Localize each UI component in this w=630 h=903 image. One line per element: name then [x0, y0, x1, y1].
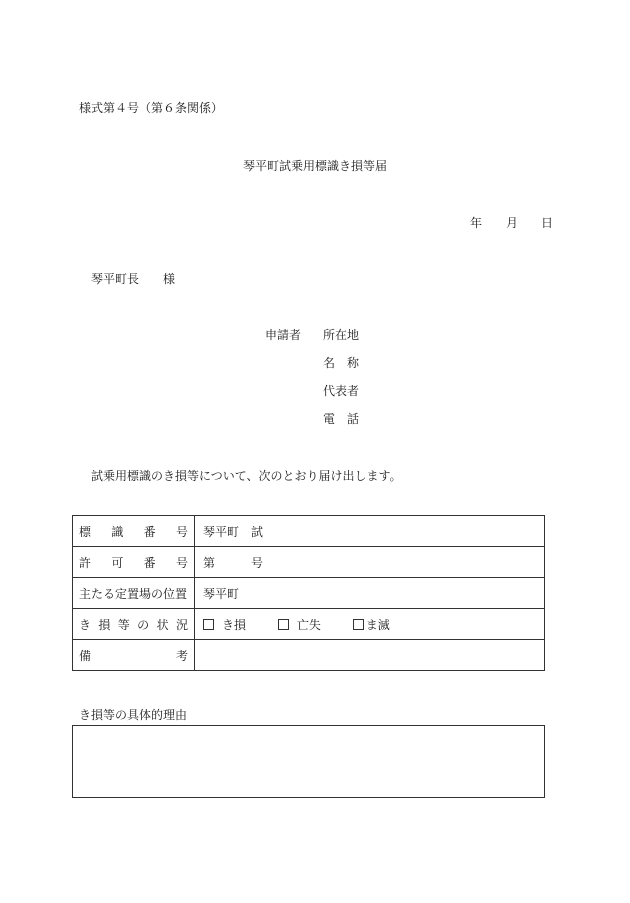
row-label-sign-number: 標 識 番 号: [73, 516, 195, 547]
applicant-address-label: 所在地: [323, 328, 360, 342]
remarks-value[interactable]: [195, 640, 545, 671]
intro-text: 試乗用標識のき損等について、次のとおり届け出します。: [91, 469, 402, 483]
addressee-honorific: 様: [163, 272, 176, 286]
table-row: [73, 516, 545, 547]
report-table: [72, 515, 545, 671]
option-worn[interactable]: ま滅: [353, 618, 390, 632]
checkbox-damaged[interactable]: [203, 619, 214, 630]
document-title: 琴平町試乗用標識き損等届: [242, 159, 387, 173]
table-row: [73, 578, 545, 609]
row-label-permit-number: 許 可 番 号: [73, 547, 195, 578]
applicant-representative-label: 代表者: [323, 384, 360, 398]
table-row: [73, 547, 545, 578]
date-month-label: 月: [506, 216, 519, 230]
permit-number-value[interactable]: 第 号: [195, 547, 545, 578]
applicant-phone-label: 電 話: [323, 412, 360, 426]
table-row: [73, 609, 545, 640]
row-label-storage-location: 主たる定置場の位置: [73, 578, 195, 609]
damage-status-options: [195, 609, 545, 640]
reason-box[interactable]: [72, 725, 545, 798]
sign-number-value[interactable]: 琴平町 試: [195, 516, 545, 547]
applicant-label: 申請者: [265, 328, 302, 342]
reason-label: き損等の具体的理由: [79, 708, 188, 722]
table-row: [73, 640, 545, 671]
checkbox-worn[interactable]: [353, 619, 364, 630]
row-label-remarks: 備 考: [73, 640, 195, 671]
form-number: 様式第４号（第６条関係）: [79, 101, 224, 115]
row-label-damage-status: き 損 等 の 状 況: [73, 609, 195, 640]
storage-location-value[interactable]: 琴平町: [195, 578, 545, 609]
option-lost[interactable]: 亡失: [278, 618, 321, 632]
addressee-name: 琴平町長: [91, 272, 140, 286]
applicant-name-label: 名 称: [323, 356, 360, 370]
date-day-label: 日: [541, 216, 554, 230]
checkbox-lost[interactable]: [278, 619, 289, 630]
option-damaged[interactable]: き損: [203, 618, 246, 632]
addressee: [91, 270, 175, 287]
date-year-label: 年: [470, 216, 483, 230]
